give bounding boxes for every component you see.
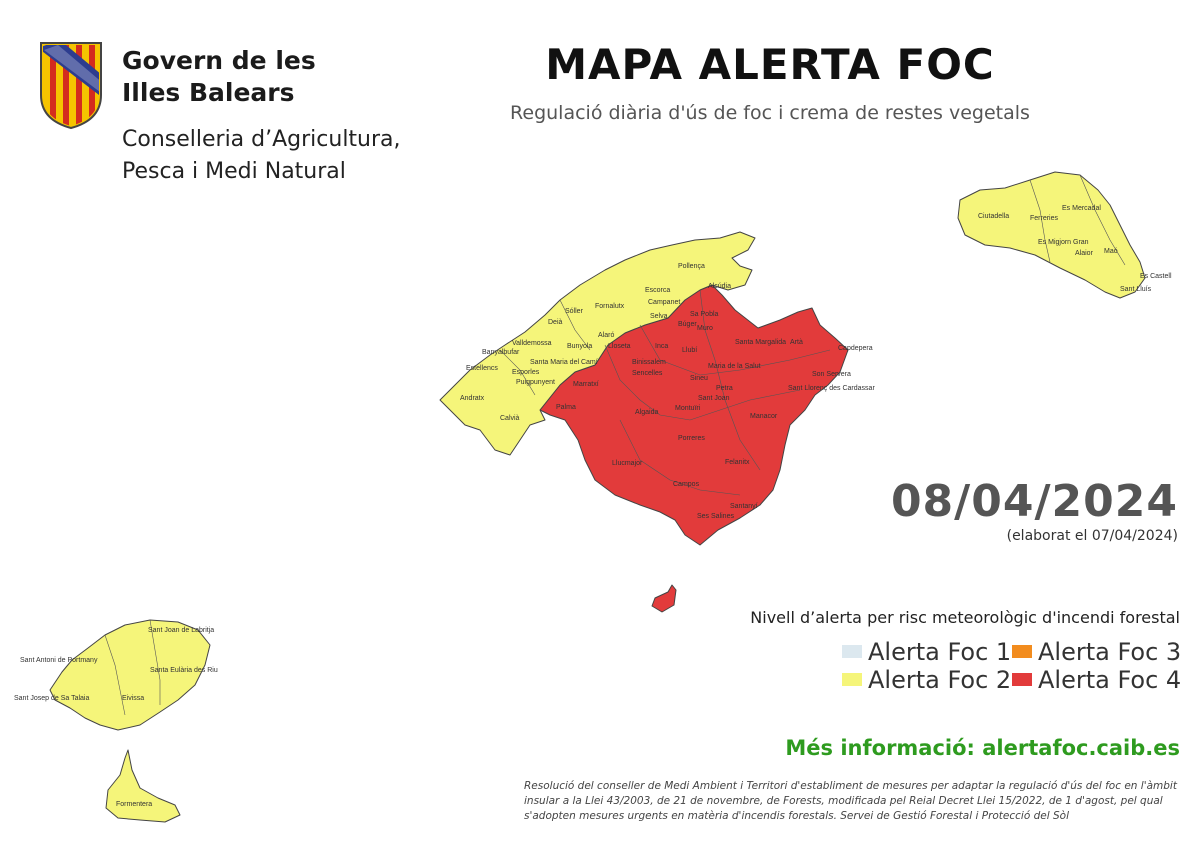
svg-text:Santa Maria del Camí: Santa Maria del Camí (530, 359, 598, 366)
svg-text:Inca: Inca (655, 343, 669, 350)
swatch-level4 (1012, 673, 1032, 686)
svg-text:Palma: Palma (556, 404, 576, 411)
svg-text:Sant Antoni de Portmany: Sant Antoni de Portmany (20, 657, 98, 664)
svg-text:Lloseta: Lloseta (608, 343, 631, 350)
svg-text:Es Migjorn Gran: Es Migjorn Gran (1038, 239, 1089, 246)
svg-text:Bunyola: Bunyola (567, 343, 593, 350)
legal-notice: Resolució del conseller de Medi Ambient i Territori d'establiment de mesures per adaptar la regulació d'ús del foc en l'àmbit insular a la Llei 43/2003, de 21 de novembre, de Forests, modificada pel Reial Decret Llei 15/2022, de 1 d'agost, pel qual s'adopten mesures urgents en matèria d'incendis forestals. Servei de Gestió Forestal i Protecció del Sòl (524, 780, 1177, 822)
svg-text:Santa Eulària des Riu: Santa Eulària des Riu (150, 667, 218, 674)
legend-label-level4: Alerta Foc 4 (1038, 666, 1182, 694)
svg-text:Llubí: Llubí (682, 347, 698, 354)
svg-text:Formentera: Formentera (116, 801, 153, 808)
svg-text:Artà: Artà (790, 339, 803, 346)
svg-text:Maó: Maó (1104, 248, 1118, 255)
legend-item-level3 (1012, 638, 1181, 666)
svg-text:Son Servera: Son Servera (812, 371, 851, 378)
svg-text:Búger: Búger (678, 321, 697, 328)
svg-text:Alcúdia: Alcúdia (708, 283, 731, 290)
legend-label-level1: Alerta Foc 1 (868, 638, 1012, 666)
forecast-date: 08/04/2024 (890, 476, 1178, 527)
svg-text:Puigpunyent: Puigpunyent (516, 379, 555, 386)
department-line1: Conselleria d’Agricultura, (122, 127, 401, 152)
legend-label-level2: Alerta Foc 2 (868, 666, 1012, 694)
svg-text:Valldemossa: Valldemossa (512, 340, 552, 347)
svg-text:Capdepera: Capdepera (838, 345, 873, 352)
svg-text:Binissalem: Binissalem (632, 359, 666, 366)
svg-text:Es Castell: Es Castell (1140, 273, 1172, 280)
svg-text:Porreres: Porreres (678, 435, 705, 442)
svg-text:Deià: Deià (548, 319, 563, 326)
org-name-line2: Illes Balears (122, 78, 295, 107)
more-info-link[interactable]: Més informació: alertafoc.caib.es (785, 736, 1180, 760)
legend-item-level4 (1012, 666, 1181, 694)
cabrera-alert4-zone (652, 585, 676, 612)
svg-text:Ses Salines: Ses Salines (697, 513, 734, 520)
svg-text:Campos: Campos (673, 481, 700, 488)
svg-text:Maria de la Salut: Maria de la Salut (708, 363, 761, 370)
formentera-alert2-zone (106, 750, 180, 822)
svg-text:Sencelles: Sencelles (632, 370, 663, 377)
legend-item-level1 (842, 638, 1011, 666)
svg-text:Ciutadella: Ciutadella (978, 213, 1010, 220)
org-name-line1: Govern de les (122, 46, 316, 75)
legend-item-level2 (842, 666, 1011, 694)
svg-text:Sant Lluís: Sant Lluís (1120, 286, 1152, 293)
swatch-level2 (842, 673, 862, 686)
elaboration-date: (elaborat el 07/04/2024) (1006, 528, 1178, 544)
svg-text:Calvià: Calvià (500, 415, 520, 422)
ibiza-alert2-zone (50, 620, 210, 730)
department-line2: Pesca i Medi Natural (122, 159, 346, 184)
map-subtitle: Regulació diària d'ús de foc i crema de restes vegetals (510, 102, 1030, 124)
svg-text:Petra: Petra (716, 385, 733, 392)
svg-text:Marratxí: Marratxí (573, 381, 599, 388)
svg-text:Selva: Selva (650, 313, 668, 320)
svg-text:Pollença: Pollença (678, 263, 705, 270)
swatch-level3 (1012, 645, 1032, 658)
svg-text:Campanet: Campanet (648, 299, 681, 306)
svg-text:Sineu: Sineu (690, 375, 708, 382)
svg-text:Llucmajor: Llucmajor (612, 460, 643, 467)
svg-text:Fornalutx: Fornalutx (595, 303, 625, 310)
svg-text:Estellencs: Estellencs (466, 365, 498, 372)
svg-text:Alaior: Alaior (1075, 250, 1093, 257)
svg-text:Escorca: Escorca (645, 287, 671, 294)
svg-text:Algaida: Algaida (635, 409, 659, 416)
svg-text:Montuïri: Montuïri (675, 405, 701, 412)
svg-text:Banyalbufar: Banyalbufar (482, 349, 520, 356)
map-title: MAPA ALERTA FOC (545, 40, 995, 89)
svg-text:Alaró: Alaró (598, 332, 615, 339)
svg-text:Sóller: Sóller (565, 308, 583, 315)
svg-text:Ferreries: Ferreries (1030, 215, 1059, 222)
svg-text:Andratx: Andratx (460, 395, 485, 402)
legend-label-level3: Alerta Foc 3 (1038, 638, 1182, 666)
svg-text:Manacor: Manacor (750, 413, 778, 420)
svg-text:Sant Josep de Sa Talaia: Sant Josep de Sa Talaia (14, 695, 90, 702)
svg-text:Santanyí: Santanyí (730, 503, 758, 510)
menorca-alert2-zone (958, 172, 1145, 298)
svg-text:Esporles: Esporles (512, 369, 540, 376)
svg-text:Eivissa: Eivissa (122, 695, 145, 702)
legend-title: Nivell d’alerta per risc meteorològic d'incendi forestal (750, 608, 1180, 627)
svg-text:Sant Joan: Sant Joan (698, 395, 730, 402)
svg-text:Muro: Muro (697, 325, 713, 332)
swatch-level1 (842, 645, 862, 658)
svg-text:Sa Pobla: Sa Pobla (690, 311, 719, 318)
svg-text:Sant Joan de Labritja: Sant Joan de Labritja (148, 627, 215, 634)
svg-text:Sant Llorenç des Cardassar: Sant Llorenç des Cardassar (788, 385, 875, 392)
svg-text:Felanitx: Felanitx (725, 459, 750, 466)
svg-text:Santa Margalida: Santa Margalida (735, 339, 786, 346)
svg-text:Es Mercadal: Es Mercadal (1062, 205, 1101, 212)
